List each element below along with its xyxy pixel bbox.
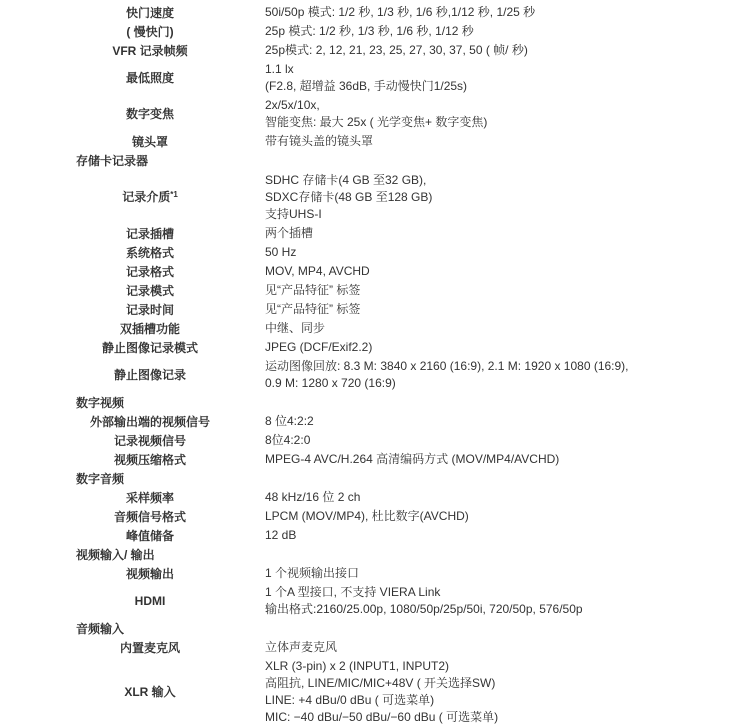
spec-label: 静止图像记录模式 — [101, 340, 198, 355]
spec-label: ( 慢快门) — [126, 24, 174, 39]
spec-value — [265, 42, 750, 59]
spec-table — [0, 3, 750, 727]
spec-label: 采样频率 — [125, 490, 174, 505]
spec-label: 视频压缩格式 — [113, 452, 186, 467]
spec-value — [265, 339, 750, 356]
spec-value — [265, 97, 750, 131]
spec-value-line: 输出格式:2160/25.00p, 1080/50p/25p/50i, 720/50p, 576/50p — [265, 602, 583, 616]
spec-value-line: 带有镜头盖的镜头罩 — [265, 134, 374, 148]
spec-label: 最低照度 — [125, 71, 174, 85]
spec-value-line: MOV, MP4, AVCHD — [265, 264, 370, 278]
spec-label: XLR 输入 — [124, 685, 176, 699]
spec-value-line: 中继、同步 — [265, 321, 326, 335]
spec-value-line: 见“产品特征” 标签 — [265, 302, 361, 316]
spec-value — [265, 23, 750, 40]
spec-row — [0, 3, 750, 22]
section-heading: 数字音频 — [76, 471, 125, 486]
spec-label: HDMI — [134, 594, 166, 608]
spec-row — [0, 224, 750, 243]
spec-row — [0, 338, 750, 357]
spec-value — [265, 565, 750, 582]
spec-row — [0, 96, 750, 132]
spec-value — [265, 320, 750, 337]
spec-label: 快门速度 — [125, 5, 174, 20]
spec-label: 镜头罩 — [131, 134, 168, 149]
spec-row — [0, 638, 750, 657]
spec-value-line: 48 kHz/16 位 2 ch — [265, 490, 361, 504]
spec-value — [265, 358, 750, 392]
spec-value-line: 1 个视频输出接口 — [265, 566, 360, 580]
spec-row — [0, 243, 750, 262]
spec-value-line: 立体声麦克风 — [265, 640, 338, 654]
spec-label: 记录介质$^{*1}$ — [122, 190, 178, 204]
spec-label: 外部输出端的视频信号 — [89, 414, 210, 429]
spec-value-line: JPEG (DCF/Exif2.2) — [265, 340, 373, 354]
spec-value-line: 12 dB — [265, 528, 297, 542]
spec-label: 双插槽功能 — [119, 321, 180, 336]
spec-value-line: XLR (3-pin) x 2 (INPUT1, INPUT2) — [265, 659, 450, 673]
spec-label: 数字变焦 — [125, 107, 174, 121]
spec-value-line: 见“产品特征” 标签 — [265, 283, 361, 297]
spec-row — [0, 507, 750, 526]
spec-value — [265, 413, 750, 430]
spec-value — [265, 282, 750, 299]
spec-value-line: 1 个A 型接口, 不支持 VIERA Link — [265, 585, 441, 599]
footnote-marker: *1 — [170, 190, 178, 199]
section-heading: 音频输入 — [76, 621, 125, 636]
spec-value-line: LPCM (MOV/MP4), 杜比数字(AVCHD) — [265, 509, 469, 523]
spec-value-line: 智能变焦: 最大 25x ( 光学变焦+ 数字变焦) — [265, 115, 488, 129]
spec-value-line: 25p 模式: 1/2 秒, 1/3 秒, 1/6 秒, 1/12 秒 — [265, 24, 474, 38]
spec-label: 内置麦克风 — [119, 640, 180, 655]
spec-label: 峰值储备 — [125, 528, 174, 543]
spec-value-line: 8位4:2:0 — [265, 433, 311, 447]
spec-label: 记录视频信号 — [113, 433, 186, 448]
spec-row — [0, 41, 750, 60]
spec-row — [0, 431, 750, 450]
spec-value-line: 25p模式: 2, 12, 21, 23, 25, 27, 30, 37, 50 ( 帧/ 秒) — [265, 43, 528, 57]
spec-value-line: MPEG-4 AVC/H.264 高清编码方式 (MOV/MP4/AVCHD) — [265, 452, 560, 466]
spec-value-line: SDXC存储卡(48 GB 至128 GB) — [265, 189, 433, 204]
section-heading: 数字视频 — [76, 395, 125, 410]
spec-row — [0, 412, 750, 431]
spec-value — [265, 489, 750, 506]
spec-value-line: 0.9 M: 1280 x 720 (16:9) — [265, 376, 396, 390]
spec-value-line: 8 位4:2:2 — [265, 414, 314, 428]
spec-value — [265, 4, 750, 21]
spec-value — [265, 658, 750, 726]
spec-value-line: 50 Hz — [265, 245, 297, 259]
spec-value — [265, 451, 750, 468]
spec-value — [265, 508, 750, 525]
spec-label: 音频信号格式 — [113, 509, 186, 524]
spec-value-line: 50i/50p 模式: 1/2 秒, 1/3 秒, 1/6 秒,1/12 秒, 1/25 秒 — [265, 5, 536, 19]
spec-label: 记录格式 — [125, 264, 174, 279]
spec-label: 静止图像记录 — [113, 368, 186, 382]
spec-row — [0, 170, 750, 224]
spec-label: 系统格式 — [125, 245, 174, 260]
spec-row — [0, 300, 750, 319]
spec-row — [0, 319, 750, 338]
spec-row — [0, 60, 750, 96]
spec-row — [0, 132, 750, 151]
spec-label: VFR 记录帧频 — [112, 43, 188, 58]
spec-value-line: (F2.8, 超增益 36dB, 手动慢快门1/25s) — [265, 79, 468, 93]
spec-row — [0, 583, 750, 619]
spec-label: 记录模式 — [125, 283, 174, 298]
spec-value — [265, 584, 750, 618]
spec-row — [0, 657, 750, 727]
spec-value — [265, 172, 750, 223]
spec-value — [265, 639, 750, 656]
spec-row — [0, 488, 750, 507]
spec-value — [265, 61, 750, 95]
spec-value-line: 高阻抗, LINE/MIC/MIC+48V ( 开关选择SW) — [265, 676, 496, 690]
spec-value — [265, 133, 750, 150]
spec-value — [265, 244, 750, 261]
spec-value-line: LINE: +4 dBu/0 dBu ( 可选菜单) — [265, 693, 435, 707]
spec-value-line: SDHC 存储卡(4 GB 至32 GB), — [265, 172, 427, 187]
spec-label: 记录插槽 — [125, 226, 174, 241]
spec-value-line: 1.1 lx — [265, 62, 294, 76]
spec-value — [265, 225, 750, 242]
spec-row — [0, 22, 750, 41]
spec-row — [0, 281, 750, 300]
spec-value-line: 2x/5x/10x, — [265, 98, 320, 112]
spec-label: 记录时间 — [125, 302, 174, 317]
spec-value — [265, 263, 750, 280]
spec-row — [0, 450, 750, 469]
spec-value-line: 支持UHS-I — [265, 206, 322, 221]
spec-label: 视频输出 — [125, 566, 174, 581]
section-heading: 视频输入/ 输出 — [76, 547, 155, 562]
spec-value — [265, 527, 750, 544]
spec-value — [265, 432, 750, 449]
spec-value-line: 两个插槽 — [265, 226, 314, 240]
spec-value-line: MIC: −40 dBu/−50 dBu/−60 dBu ( 可选菜单) — [265, 710, 499, 724]
spec-row — [0, 564, 750, 583]
section-heading: 存储卡记录器 — [76, 153, 149, 168]
spec-row — [0, 526, 750, 545]
spec-value-line: 运动图像回放: 8.3 M: 3840 x 2160 (16:9), 2.1 M: 1920 x 1080 (16:9), — [265, 359, 629, 373]
spec-row — [0, 357, 750, 393]
spec-row — [0, 262, 750, 281]
spec-value — [265, 301, 750, 318]
